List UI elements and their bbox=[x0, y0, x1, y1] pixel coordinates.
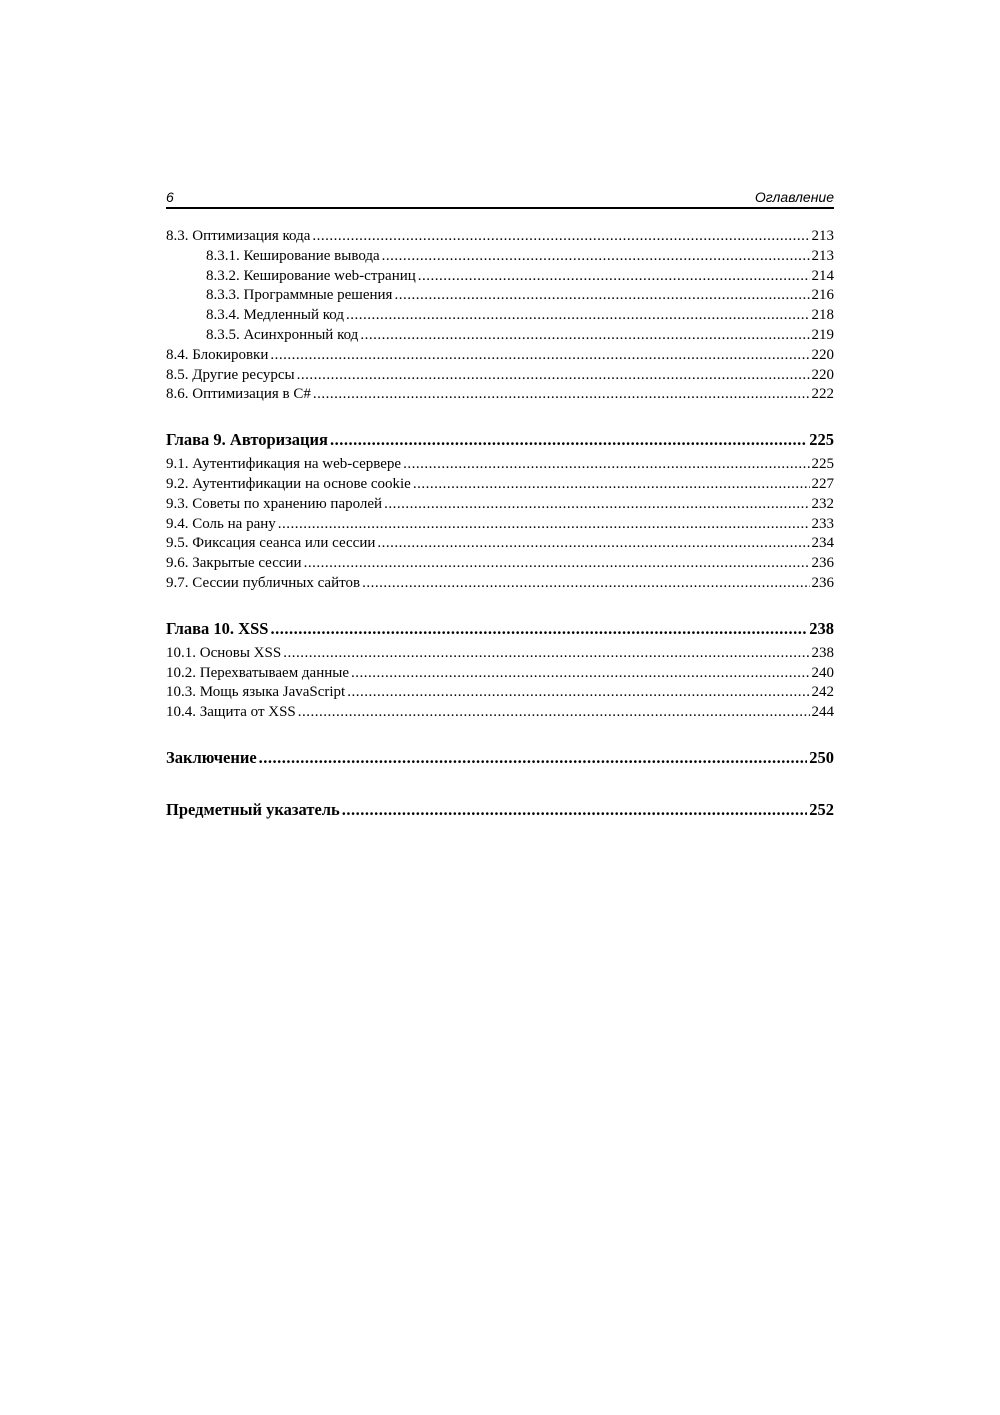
dot-leader bbox=[384, 495, 809, 515]
toc-entry-page: 252 bbox=[809, 799, 834, 819]
toc-entry-title: Заключение bbox=[166, 747, 257, 767]
dot-leader bbox=[377, 534, 809, 554]
dot-leader bbox=[403, 455, 809, 475]
dot-leader bbox=[346, 306, 809, 326]
dot-leader bbox=[313, 385, 810, 405]
toc-chapter[interactable] bbox=[166, 428, 834, 452]
toc-entry-page: 236 bbox=[811, 555, 834, 572]
dot-leader bbox=[347, 683, 809, 703]
dot-leader bbox=[304, 554, 810, 574]
toc-entry-page: 220 bbox=[811, 366, 834, 383]
dot-leader bbox=[342, 798, 807, 822]
toc-entry-title: 9.3. Советы по хранению паролей bbox=[166, 495, 383, 512]
toc-chapter[interactable] bbox=[166, 617, 834, 641]
toc-entry[interactable] bbox=[166, 574, 834, 594]
toc-entry[interactable] bbox=[166, 475, 834, 495]
toc-entry[interactable] bbox=[166, 664, 834, 684]
spacer bbox=[166, 405, 834, 428]
toc-entry[interactable] bbox=[166, 286, 834, 306]
toc-entry-page: 213 bbox=[811, 228, 834, 244]
toc-entry[interactable] bbox=[166, 515, 834, 535]
dot-leader bbox=[351, 664, 809, 684]
toc-entry-page: 240 bbox=[811, 664, 834, 681]
spacer bbox=[166, 594, 834, 617]
toc-entry-title: Глава 10. XSS bbox=[166, 618, 269, 638]
dot-leader bbox=[330, 428, 807, 452]
spacer bbox=[166, 723, 834, 746]
toc-entry-page: 234 bbox=[811, 535, 834, 552]
toc-entry-title: 10.2. Перехватываем данные bbox=[166, 664, 350, 681]
toc-entry-page: 225 bbox=[811, 456, 834, 473]
dot-leader bbox=[413, 475, 810, 495]
toc-entry-title: 8.3.4. Медленный код bbox=[206, 307, 345, 324]
toc-entry-title: 9.5. Фиксация сеанса или сессии bbox=[166, 535, 376, 552]
dot-leader bbox=[362, 574, 809, 594]
toc-entry[interactable] bbox=[166, 326, 834, 346]
toc-entry[interactable] bbox=[166, 703, 834, 723]
toc-entry-page: 236 bbox=[811, 574, 834, 591]
toc-entry-title: 8.3. Оптимизация кода bbox=[166, 228, 311, 244]
toc-entry-title: Глава 9. Авторизация bbox=[166, 430, 328, 450]
toc-entry-page: 216 bbox=[811, 287, 834, 304]
dot-leader bbox=[259, 746, 808, 770]
toc-entry-title: 8.3.2. Кеширование web-страниц bbox=[206, 267, 416, 284]
toc-entry[interactable] bbox=[166, 385, 834, 405]
toc-entry-page: 250 bbox=[809, 747, 834, 767]
toc-entry-title: 8.5. Другие ресурсы bbox=[166, 366, 295, 383]
dot-leader bbox=[360, 326, 809, 346]
toc-entry-page: 213 bbox=[811, 247, 834, 264]
dot-leader bbox=[382, 247, 810, 267]
toc-entry-page: 238 bbox=[809, 618, 834, 638]
dot-leader bbox=[312, 227, 809, 247]
toc-entry[interactable] bbox=[166, 495, 834, 515]
toc-entry-title: 9.6. Закрытые сессии bbox=[166, 555, 302, 572]
toc-entry-page: 225 bbox=[809, 430, 834, 450]
toc-entry[interactable] bbox=[166, 267, 834, 287]
toc-entry-page: 214 bbox=[811, 267, 834, 284]
toc-entry-title: 10.3. Мощь языка JavaScript bbox=[166, 684, 346, 701]
table-of-contents bbox=[166, 227, 834, 822]
toc-entry-page: 232 bbox=[811, 495, 834, 512]
toc-entry-title: 8.3.1. Кеширование вывода bbox=[206, 247, 380, 264]
toc-entry[interactable] bbox=[166, 534, 834, 554]
page-number: 6 bbox=[166, 189, 174, 205]
toc-entry-title: 10.4. Защита от XSS bbox=[166, 704, 296, 721]
page-header bbox=[166, 188, 834, 209]
toc-entry-title: 8.3.5. Асинхронный код bbox=[206, 326, 359, 343]
toc-entry[interactable] bbox=[166, 306, 834, 326]
toc-entry-page: 242 bbox=[811, 684, 834, 701]
toc-entry-page: 227 bbox=[811, 475, 834, 492]
toc-entry-title: 8.6. Оптимизация в C# bbox=[166, 386, 311, 403]
toc-entry-title: Предметный указатель bbox=[166, 799, 340, 819]
toc-entry-page: 233 bbox=[811, 515, 834, 532]
toc-chapter[interactable] bbox=[166, 746, 834, 770]
dot-leader bbox=[278, 515, 810, 535]
dot-leader bbox=[270, 346, 809, 366]
toc-entry[interactable] bbox=[166, 227, 834, 247]
dot-leader bbox=[297, 366, 810, 386]
toc-entry-title: 9.1. Аутентификация на web-сервере bbox=[166, 456, 402, 473]
dot-leader bbox=[270, 617, 807, 641]
toc-entry-title: 9.7. Сессии публичных сайтов bbox=[166, 574, 361, 591]
toc-entry[interactable] bbox=[166, 644, 834, 664]
toc-entry[interactable] bbox=[166, 366, 834, 386]
toc-entry-title: 9.4. Соль на рану bbox=[166, 515, 276, 532]
dot-leader bbox=[298, 703, 810, 723]
toc-entry-page: 244 bbox=[811, 704, 834, 721]
dot-leader bbox=[283, 644, 809, 664]
toc-chapter[interactable] bbox=[166, 798, 834, 822]
toc-entry-page: 220 bbox=[811, 346, 834, 363]
spacer bbox=[166, 770, 834, 798]
running-title: Оглавление bbox=[754, 189, 834, 205]
toc-entry-page: 238 bbox=[811, 644, 834, 661]
toc-entry[interactable] bbox=[166, 346, 834, 366]
toc-entry[interactable] bbox=[166, 554, 834, 574]
toc-entry-page: 222 bbox=[811, 386, 834, 403]
toc-entry-title: 8.4. Блокировки bbox=[166, 346, 269, 363]
toc-entry[interactable] bbox=[166, 683, 834, 703]
toc-entry-page: 218 bbox=[811, 307, 834, 324]
toc-entry[interactable] bbox=[166, 247, 834, 267]
toc-entry-title: 9.2. Аутентификации на основе cookie bbox=[166, 475, 411, 492]
toc-entry-page: 219 bbox=[811, 326, 834, 343]
toc-entry-title: 10.1. Основы XSS bbox=[166, 644, 282, 661]
toc-entry[interactable] bbox=[166, 455, 834, 475]
dot-leader bbox=[418, 267, 810, 287]
dot-leader bbox=[394, 286, 809, 306]
toc-entry-title: 8.3.3. Программные решения bbox=[206, 287, 393, 304]
